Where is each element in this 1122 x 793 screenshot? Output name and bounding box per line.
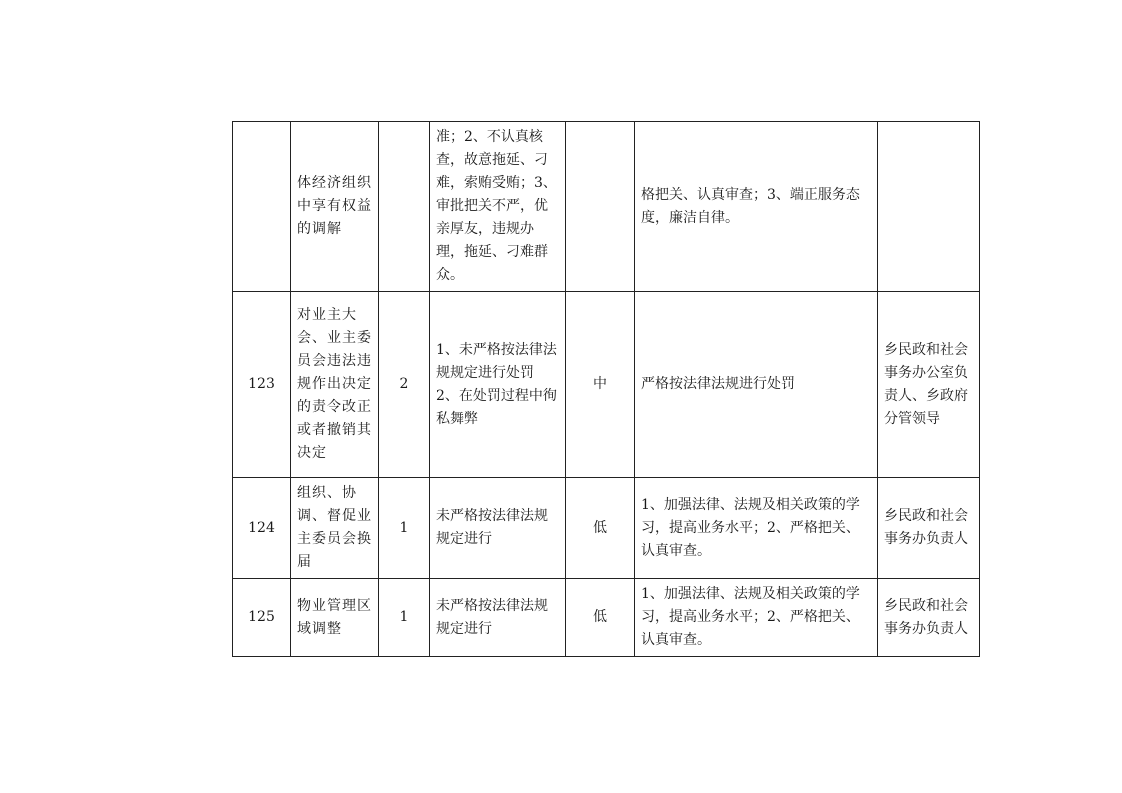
item-name-cell: 组织、协调、督促业主委员会换届 <box>291 478 379 579</box>
level-cell: 2 <box>379 292 430 478</box>
table-row <box>233 579 980 657</box>
row-number-cell <box>233 122 291 292</box>
risk-grade-cell: 低 <box>566 478 635 579</box>
risk-grade-cell: 低 <box>566 579 635 657</box>
risk-point-cell: 准；2、不认真核查，故意拖延、刁难，索贿受贿；3、审批把关不严，优亲厚友，违规办理，拖延、刁难群众。 <box>430 122 566 292</box>
risk-point-text: 1、未严格按法律法规规定进行处罚 2、在处罚过程中徇私舞弊 <box>436 341 557 427</box>
responsible-person-cell: 乡民政和社会事务办公室负责人、乡政府分管领导 <box>878 292 980 478</box>
item-name-cell: 对业主大会、业主委员会违法违规作出决定的责令改正或者撤销其决定 <box>291 292 379 478</box>
responsible-person-cell: 乡民政和社会事务办负责人 <box>878 478 980 579</box>
risk-point-cell: 未严格按法律法规规定进行 <box>430 478 566 579</box>
item-name-cell: 体经济组织中享有权益的调解 <box>291 122 379 292</box>
level-cell <box>379 122 430 292</box>
prevention-measure-cell: 严格按法律法规进行处罚 <box>635 292 878 478</box>
risk-table <box>232 121 980 657</box>
risk-grade-cell: 中 <box>566 292 635 478</box>
prevention-measure-cell: 1、加强法律、法规及相关政策的学习，提高业务水平；2、严格把关、认真审查。 <box>635 478 878 579</box>
responsible-person-cell: 乡民政和社会事务办负责人 <box>878 579 980 657</box>
level-cell: 1 <box>379 579 430 657</box>
prevention-measure-cell: 格把关、认真审查；3、端正服务态度，廉洁自律。 <box>635 122 878 292</box>
responsible-person-cell <box>878 122 980 292</box>
row-number-cell: 125 <box>233 579 291 657</box>
risk-point-cell <box>430 292 566 478</box>
risk-grade-cell <box>566 122 635 292</box>
item-name-cell: 物业管理区域调整 <box>291 579 379 657</box>
risk-point-cell: 未严格按法律法规规定进行 <box>430 579 566 657</box>
level-cell: 1 <box>379 478 430 579</box>
table-row <box>233 292 980 478</box>
table-row <box>233 122 980 292</box>
table-row <box>233 478 980 579</box>
row-number-cell: 124 <box>233 478 291 579</box>
row-number-cell: 123 <box>233 292 291 478</box>
prevention-measure-cell: 1、加强法律、法规及相关政策的学习，提高业务水平；2、严格把关、认真审查。 <box>635 579 878 657</box>
